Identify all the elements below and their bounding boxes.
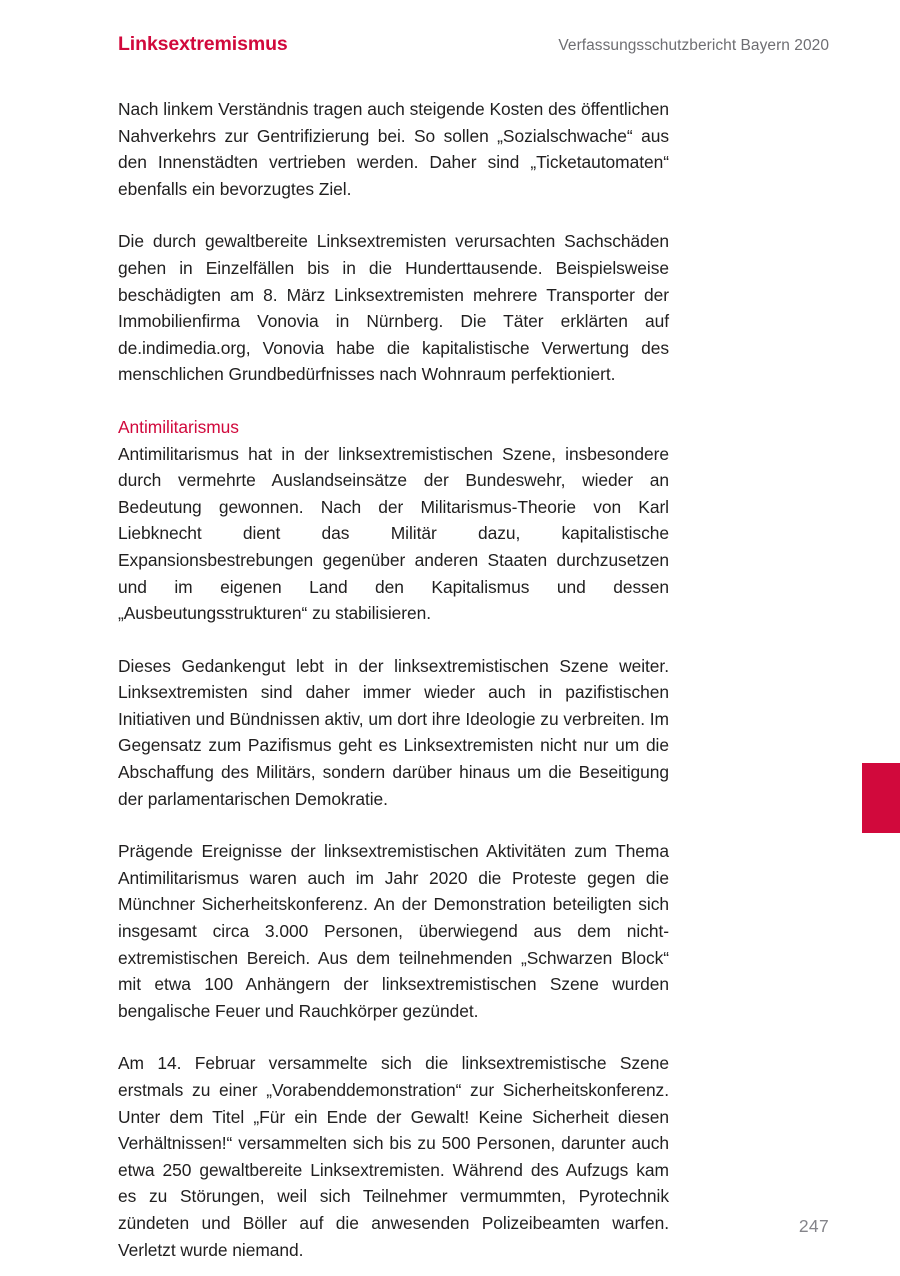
body-text-column xyxy=(118,96,669,1263)
section-heading-antimilitarismus: Antimilitarismus xyxy=(118,416,239,437)
paragraph-munich-security-conference: Prägende Ereignisse der linksextremistischen Aktivitäten zum Thema Antimilitarismus waren auch im Jahr 2020 die Proteste gegen die Münchner Sicherheitskonferenz. An der Demonstration beteiligten sich insgesamt circa 3.000 Personen, überwiegend aus dem nicht-extremistischen Bereich. Aus dem teilnehmenden „Schwarzen Block“ mit etwa 100 Anhängern der linksextremistischen Szene wurden bengalische Feuer und Rauchkörper gezündet. xyxy=(118,841,669,1021)
report-title: Verfassungsschutzbericht Bayern 2020 xyxy=(558,37,829,54)
chapter-edge-tab xyxy=(862,763,900,833)
page-number: 247 xyxy=(798,1216,829,1236)
running-header xyxy=(118,33,829,56)
paragraph-february-14-demonstration: Am 14. Februar versammelte sich die linksextremistische Szene erstmals zu einer „Vorabenddemonstration“ zur Sicherheitskonferenz. Unter dem Titel „Für ein Ende der Gewalt! Keine Sicherheit diesen Verhältnissen!“ versammelten sich bis zu 500 Personen, darunter auch etwa 250 gewaltbereite Linksextremisten. Während des Aufzugs kam es zu Störungen, weil sich Teilnehmer vermummten, Pyrotechnik zündeten und Böller auf die anwesenden Polizeibeamten warfen. Verletzt wurde niemand. xyxy=(118,1053,669,1260)
paragraph-antimilitarismus-theory: Antimilitarismus hat in der linksextremistischen Szene, insbesondere durch vermehrte Auslandseinsätze der Bundeswehr, wieder an Bedeutung gewonnen. Nach der Militarismus-Theorie von Karl Liebknecht dient das Militär dazu, kapitalistische Expansionsbestrebungen gegenüber anderen Staaten durchzusetzen und im eigenen Land den Kapitalismus und dessen „Ausbeutungsstrukturen“ zu stabilisieren. xyxy=(118,443,669,624)
paragraph-pacifist-initiatives: Dieses Gedankengut lebt in der linksextremistischen Szene weiter. Linksextremisten sind daher immer wieder auch in pazifistischen Initiativen und Bündnissen aktiv, um dort ihre Ideologie zu verbreiten. Im Gegensatz zum Pazifismus geht es Linksextremisten nicht nur um die Abschaffung des Militärs, sondern darüber hinaus um die Beseitigung der parlamentarischen Demokratie. xyxy=(118,655,669,809)
paragraph-public-transport-costs: Nach linkem Verständnis tragen auch steigende Kosten des öffentlichen Nahverkehrs zur Gentrifizierung bei. So sollen „Sozialschwache“ aus den Innenstädten vertrieben werden. Daher sind „Ticketautomaten“ ebenfalls ein bevorzugtes Ziel. xyxy=(118,99,669,199)
paragraph-property-damage-vonovia: Die durch gewaltbereite Linksextremisten verursachten Sachschäden gehen in Einzelfällen bis in die Hunderttausende. Beispielsweise beschädigten am 8. März Linksextremisten mehrere Transporter der Immobilienfirma Vonovia in Nürnberg. Die Täter erklärten auf de.indimedia.org, Vonovia habe die kapitalistische Verwertung des menschlichen Grundbedürfnisses nach Wohnraum perfektioniert. xyxy=(118,231,669,385)
page-title: Linksextremismus xyxy=(118,33,288,55)
